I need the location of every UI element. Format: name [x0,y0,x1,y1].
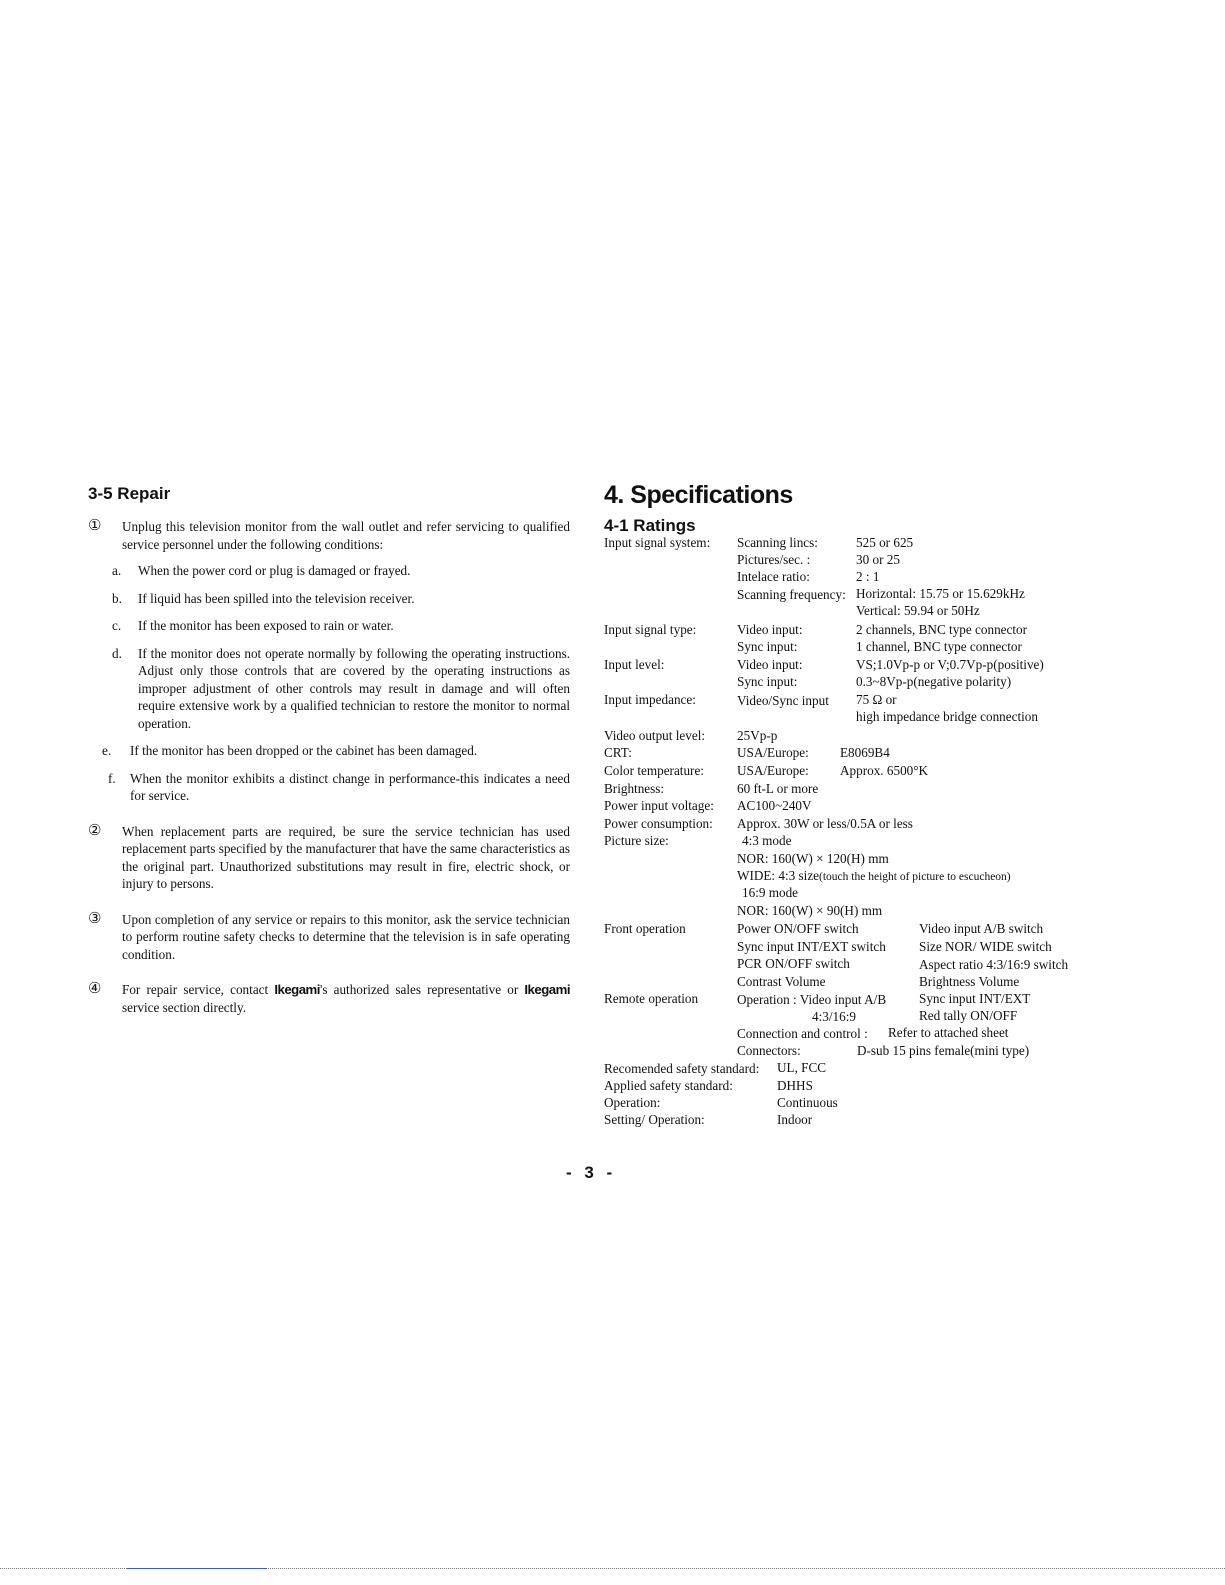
spec-value [737,991,886,1008]
spec-value: Continuous [777,1095,838,1110]
spec-value: DHHS [777,1078,813,1093]
spec-label: Recomended safety standard: [604,1061,760,1076]
item-marker: ④ [88,981,102,997]
spec-value: 525 or 625 [856,535,914,550]
specifications-heading: 4. Specifications [604,481,793,509]
sub-label: d. [112,645,122,661]
spec-value: Video input A/B switch [919,921,1044,936]
spec-value: Connectors: [737,1043,801,1058]
spec-value: Approx. 30W or less/0.5A or less [737,816,913,831]
spec-sublabel: Sync input: [737,674,798,689]
item-text: Unplug this television monitor from the wall outlet and refer servicing to qualified service personnel under the following conditions: [122,519,570,552]
spec-value: 30 or 25 [856,552,900,567]
spec-sublabel: Video/Sync input [737,693,829,708]
spec-value: 2 channels, BNC type connector [856,622,1028,637]
sub-label: b. [112,590,122,606]
ratings-heading: 4-1 Ratings [604,516,696,535]
spec-value: VS;1.0Vp-p or V;0.7Vp-p(positive) [856,657,1044,672]
spec-value: Aspect ratio 4:3/16:9 switch [919,957,1069,972]
sub-item-f [102,770,570,805]
sub-item-c [106,617,570,635]
repair-item-3 [88,911,570,964]
spec-value: UL, FCC [777,1060,827,1075]
spec-label: CRT: [604,745,632,760]
spec-label: Color temperature: [604,763,704,778]
sub-text: If liquid has been spilled into the television receiver. [138,590,415,606]
sub-item-d [106,645,570,733]
spec-sublabel: Video input: [737,657,803,672]
sub-label: a. [112,563,122,578]
sub-item-a [106,562,570,580]
sub-label: c. [112,618,122,633]
spec-label: Setting/ Operation: [604,1112,705,1127]
spec-value: NOR: 160(W) × 90(H) mm [737,903,883,918]
sub-label: e. [102,743,112,758]
spec-value: Brightness Volume [919,974,1020,989]
spec-sublabel: Video input: [737,622,803,637]
sub-text: If the monitor does not operate normally by following the operating instructions. Adjust only those controls that are covered by the operating instructions as improper adjustment of other controls may result in damage and will often require extensive work by a qualified technician to restore the monitor to normal operation. [138,645,570,731]
sub-text: If the monitor has been dropped or the cabinet has been damaged. [130,743,478,758]
repair-heading: 3-5 Repair [88,484,171,503]
ikegami-brand: Ikegami [524,982,570,997]
text-part: WIDE: 4:3 size [737,868,820,883]
spec-value: 1 channel, BNC type connector [856,639,1022,654]
spec-sublabel: Scanning frequency: [737,587,846,602]
spec-value: E8069B4 [840,745,890,760]
spec-sublabel: Scanning lincs: [737,535,818,550]
spec-value: NOR: 160(W) × 120(H) mm [737,851,889,866]
spec-label: Video output level: [604,728,706,743]
sub-text: When the monitor exhibits a distinct change in performance-this indicates a need for service. [130,770,570,803]
spec-value: 60 ft-L or more [737,781,819,796]
spec-value: 2 : 1 [856,569,880,584]
spec-value: 4:3 mode [742,833,792,848]
sub-text: If the monitor has been exposed to rain or water. [138,618,394,633]
spec-label: Brightness: [604,781,665,796]
item-marker: ③ [88,910,102,927]
spec-value: AC100~240V [737,798,812,813]
spec-value: 25Vp-p [737,728,778,743]
spec-label: Remote operation [604,991,699,1006]
text-part: For repair service, contact [122,982,275,997]
spec-value: Sync input INT/EXT [919,991,1031,1006]
spec-label: Input level: [604,657,665,672]
text-part: 's authorized sales representative or [319,982,525,997]
spec-value: Size NOR/ WIDE switch [919,939,1052,954]
spec-sublabel: USA/Europe: [737,763,809,778]
spec-label: Input signal system: [604,535,711,550]
spec-value: Contrast Volume [737,974,826,989]
spec-value: PCR ON/OFF switch [737,956,850,971]
text-part: service section directly. [122,999,247,1015]
spec-label: Power consumption: [604,816,713,831]
spec-label: Input signal type: [604,622,697,637]
spec-label: Picture size: [604,833,669,848]
spec-value: Power ON/OFF switch [737,921,859,936]
spec-value: Indoor [777,1112,813,1127]
spec-value: 75 Ω or [856,692,897,707]
spec-value: high impedance bridge connection [856,709,1038,724]
spec-value: Horizontal: 15.75 or 15.629kHz [856,586,1025,601]
repair-section [88,518,570,1016]
spec-value: Sync input INT/EXT switch [737,939,886,954]
spec-value: 16:9 mode [742,885,799,900]
spec-value: 0.3~8Vp-p(negative polarity) [856,674,1012,689]
ikegami-brand: Ikegami [274,982,320,997]
item-text [122,981,570,1016]
repair-item-2 [88,823,570,893]
spec-label: Input impedance: [604,692,696,707]
footer-strip [0,1568,1225,1585]
text-part: Video input A/B [799,992,887,1007]
spec-value: Approx. 6500°K [840,763,929,778]
spec-sublabel: Sync input: [737,639,798,654]
spec-value: D-sub 15 pins female(mini type) [857,1043,1030,1058]
spec-sublabel: Intelace ratio: [737,569,810,584]
item-text: When replacement parts are required, be sure the service technician has used replacement parts specified by the manufacturer that have the same characteristics as the original part. Unauthorized substitutions may result in fire, electric shock, or injury to persons. [122,823,570,891]
repair-item-4 [88,981,570,1016]
footer-blue-rule [127,1568,267,1569]
sub-text: When the power cord or plug is damaged or frayed. [138,563,411,578]
spec-label: Applied safety standard: [604,1078,733,1093]
item-marker: ① [88,518,102,534]
spec-value: 4:3/16:9 [812,1009,856,1024]
item-text: Upon completion of any service or repairs to this monitor, ask the service technician to perform routine safety checks to determine that the television is in safe operating condition. [122,911,570,962]
text-part: Operation : [737,992,800,1007]
spec-label: Front operation [604,921,686,936]
text-part: (touch the height of picture to escucheon) [819,871,1011,883]
page-number: - 3 - [566,1163,617,1182]
spec-value: Red tally ON/OFF [919,1008,1018,1023]
spec-sublabel: USA/Europe: [737,745,809,760]
spec-label: Power input voltage: [604,798,714,813]
spec-value: Connection and control : [737,1026,868,1041]
sub-item-b [106,590,570,608]
spec-label: Operation: [604,1095,661,1110]
item-marker: ② [88,822,102,839]
spec-value: Vertical: 59.94 or 50Hz [856,603,980,618]
spec-sublabel: Pictures/sec. : [737,552,811,567]
repair-item-1 [88,518,570,805]
spec-value: Refer to attached sheet [888,1025,1009,1040]
sub-label: f. [108,770,116,786]
sub-item-e [96,742,570,760]
